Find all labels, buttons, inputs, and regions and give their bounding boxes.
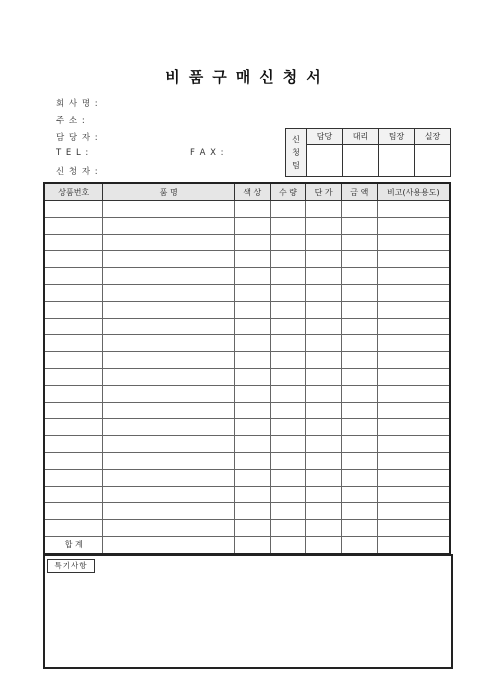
table-cell[interactable] <box>234 385 270 402</box>
table-cell[interactable] <box>270 268 306 285</box>
column-header-unit-price: 단 가 <box>306 183 342 201</box>
table-cell[interactable] <box>103 452 235 469</box>
table-cell[interactable] <box>306 368 342 385</box>
table-cell[interactable] <box>306 352 342 369</box>
table-cell[interactable] <box>270 352 306 369</box>
table-cell[interactable] <box>377 503 450 520</box>
table-cell[interactable] <box>377 217 450 234</box>
table-cell[interactable] <box>44 318 103 335</box>
table-cell[interactable] <box>44 268 103 285</box>
total-cell[interactable] <box>103 536 235 553</box>
table-row <box>44 217 450 234</box>
table-cell[interactable] <box>103 301 235 318</box>
table-cell[interactable] <box>341 352 377 369</box>
applicant-label: 신 청 자 : <box>56 167 99 177</box>
approval-header-team-leader: 팀장 <box>379 129 415 145</box>
table-cell[interactable] <box>234 284 270 301</box>
table-cell[interactable] <box>306 452 342 469</box>
table-cell[interactable] <box>341 234 377 251</box>
notes-box[interactable] <box>43 554 453 669</box>
table-cell[interactable] <box>270 436 306 453</box>
table-row <box>44 368 450 385</box>
table-cell[interactable] <box>270 318 306 335</box>
approval-side-char: 청 <box>292 148 300 157</box>
table-cell[interactable] <box>103 368 235 385</box>
table-cell[interactable] <box>377 335 450 352</box>
table-cell[interactable] <box>234 268 270 285</box>
table-cell[interactable] <box>270 469 306 486</box>
table-cell[interactable] <box>306 201 342 218</box>
table-cell[interactable] <box>103 436 235 453</box>
table-cell[interactable] <box>306 268 342 285</box>
column-header-color: 색 상 <box>234 183 270 201</box>
table-row <box>44 385 450 402</box>
approval-side-char: 팀 <box>292 161 300 170</box>
total-label: 합 계 <box>44 536 103 553</box>
total-cell[interactable] <box>270 536 306 553</box>
table-cell[interactable] <box>103 503 235 520</box>
items-table <box>43 182 451 555</box>
fax-label: F A X : <box>190 148 225 158</box>
table-cell[interactable] <box>377 318 450 335</box>
table-cell[interactable] <box>341 419 377 436</box>
table-cell[interactable] <box>103 201 235 218</box>
approval-header-director: 실장 <box>415 129 451 145</box>
table-cell[interactable] <box>341 301 377 318</box>
table-cell[interactable] <box>341 268 377 285</box>
table-cell[interactable] <box>377 201 450 218</box>
table-row <box>44 301 450 318</box>
table-cell[interactable] <box>44 368 103 385</box>
table-cell[interactable] <box>341 436 377 453</box>
approval-header-staff: 담당 <box>307 129 343 145</box>
table-cell[interactable] <box>234 234 270 251</box>
table-cell[interactable] <box>377 436 450 453</box>
table-cell[interactable] <box>306 503 342 520</box>
table-cell[interactable] <box>103 520 235 537</box>
table-row <box>44 520 450 537</box>
table-cell[interactable] <box>306 436 342 453</box>
table-cell[interactable] <box>103 268 235 285</box>
table-cell[interactable] <box>103 217 235 234</box>
approval-header-assistant-manager: 대리 <box>343 129 379 145</box>
table-cell[interactable] <box>103 402 235 419</box>
table-cell[interactable] <box>103 486 235 503</box>
table-row <box>44 201 450 218</box>
table-cell[interactable] <box>270 503 306 520</box>
table-cell[interactable] <box>270 368 306 385</box>
table-cell[interactable] <box>103 234 235 251</box>
table-cell[interactable] <box>234 452 270 469</box>
column-header-quantity: 수 량 <box>270 183 306 201</box>
table-cell[interactable] <box>44 520 103 537</box>
table-cell[interactable] <box>377 284 450 301</box>
table-cell[interactable] <box>44 385 103 402</box>
total-cell[interactable] <box>234 536 270 553</box>
table-cell[interactable] <box>44 419 103 436</box>
table-cell[interactable] <box>377 452 450 469</box>
table-cell[interactable] <box>44 284 103 301</box>
table-cell[interactable] <box>377 301 450 318</box>
table-cell[interactable] <box>270 217 306 234</box>
table-cell[interactable] <box>44 402 103 419</box>
approval-side-label <box>286 129 307 177</box>
table-cell[interactable] <box>44 352 103 369</box>
table-cell[interactable] <box>377 251 450 268</box>
table-cell[interactable] <box>377 385 450 402</box>
table-row <box>44 268 450 285</box>
table-cell[interactable] <box>306 385 342 402</box>
table-cell[interactable] <box>306 318 342 335</box>
table-cell[interactable] <box>270 452 306 469</box>
table-row <box>44 402 450 419</box>
table-cell[interactable] <box>44 234 103 251</box>
table-cell[interactable] <box>234 402 270 419</box>
table-cell[interactable] <box>234 368 270 385</box>
items-header-row <box>44 183 450 201</box>
table-cell[interactable] <box>306 217 342 234</box>
table-cell[interactable] <box>377 419 450 436</box>
table-cell[interactable] <box>44 436 103 453</box>
total-cell[interactable] <box>377 536 450 553</box>
table-cell[interactable] <box>44 201 103 218</box>
table-cell[interactable] <box>234 520 270 537</box>
table-cell[interactable] <box>341 503 377 520</box>
table-cell[interactable] <box>306 234 342 251</box>
table-cell[interactable] <box>44 503 103 520</box>
table-cell[interactable] <box>44 486 103 503</box>
table-row <box>44 234 450 251</box>
table-cell[interactable] <box>234 251 270 268</box>
tel-label: T E L : <box>56 148 90 158</box>
column-header-product-number: 상품번호 <box>44 183 103 201</box>
table-cell[interactable] <box>44 251 103 268</box>
table-cell[interactable] <box>44 335 103 352</box>
table-cell[interactable] <box>341 284 377 301</box>
table-cell[interactable] <box>341 469 377 486</box>
table-cell[interactable] <box>341 201 377 218</box>
document-title: 비품구매신청서 <box>165 68 330 86</box>
table-cell[interactable] <box>377 368 450 385</box>
table-cell[interactable] <box>341 452 377 469</box>
table-cell[interactable] <box>103 419 235 436</box>
signature-box-staff[interactable] <box>307 145 343 177</box>
table-cell[interactable] <box>341 385 377 402</box>
table-row <box>44 284 450 301</box>
total-row <box>44 536 450 553</box>
table-cell[interactable] <box>103 469 235 486</box>
table-row <box>44 352 450 369</box>
table-row <box>44 335 450 352</box>
table-cell[interactable] <box>306 402 342 419</box>
table-cell[interactable] <box>270 385 306 402</box>
table-cell[interactable] <box>103 385 235 402</box>
table-cell[interactable] <box>341 217 377 234</box>
table-cell[interactable] <box>341 368 377 385</box>
manager-label: 담 당 자 : <box>56 133 99 143</box>
table-cell[interactable] <box>306 520 342 537</box>
table-cell[interactable] <box>270 402 306 419</box>
table-cell[interactable] <box>234 217 270 234</box>
table-cell[interactable] <box>270 419 306 436</box>
table-row <box>44 486 450 503</box>
column-header-remarks: 비고(사용용도) <box>377 183 450 201</box>
table-cell[interactable] <box>234 486 270 503</box>
column-header-amount: 금 액 <box>341 183 377 201</box>
signature-box-team-leader[interactable] <box>379 145 415 177</box>
table-row <box>44 419 450 436</box>
table-cell[interactable] <box>341 402 377 419</box>
table-cell[interactable] <box>234 201 270 218</box>
table-cell[interactable] <box>103 318 235 335</box>
table-row <box>44 452 450 469</box>
table-cell[interactable] <box>270 284 306 301</box>
table-cell[interactable] <box>234 352 270 369</box>
table-cell[interactable] <box>341 251 377 268</box>
table-cell[interactable] <box>270 201 306 218</box>
table-cell[interactable] <box>234 318 270 335</box>
company-label: 회 사 명 : <box>56 99 99 109</box>
column-header-item-name: 품 명 <box>103 183 235 201</box>
table-cell[interactable] <box>234 335 270 352</box>
table-cell[interactable] <box>103 284 235 301</box>
table-cell[interactable] <box>377 402 450 419</box>
table-cell[interactable] <box>377 234 450 251</box>
table-cell[interactable] <box>44 452 103 469</box>
items-body <box>44 201 450 537</box>
table-cell[interactable] <box>103 335 235 352</box>
address-label: 주 소 : <box>56 116 86 126</box>
table-cell[interactable] <box>377 469 450 486</box>
table-cell[interactable] <box>306 251 342 268</box>
notes-label: 특기사항 <box>47 559 95 573</box>
table-row <box>44 469 450 486</box>
table-cell[interactable] <box>44 301 103 318</box>
table-cell[interactable] <box>377 520 450 537</box>
table-cell[interactable] <box>306 486 342 503</box>
total-cell[interactable] <box>306 536 342 553</box>
table-cell[interactable] <box>234 503 270 520</box>
table-row <box>44 503 450 520</box>
table-cell[interactable] <box>103 251 235 268</box>
table-cell[interactable] <box>270 520 306 537</box>
approval-side-char: 신 <box>292 135 300 144</box>
table-cell[interactable] <box>306 335 342 352</box>
table-cell[interactable] <box>103 352 235 369</box>
table-row <box>44 251 450 268</box>
table-cell[interactable] <box>306 419 342 436</box>
table-cell[interactable] <box>234 469 270 486</box>
approval-table <box>285 128 451 177</box>
table-cell[interactable] <box>377 352 450 369</box>
table-cell[interactable] <box>44 469 103 486</box>
table-cell[interactable] <box>234 436 270 453</box>
table-row <box>44 436 450 453</box>
signature-box-assistant-manager[interactable] <box>343 145 379 177</box>
table-cell[interactable] <box>377 486 450 503</box>
table-cell[interactable] <box>306 301 342 318</box>
table-cell[interactable] <box>341 520 377 537</box>
table-cell[interactable] <box>234 419 270 436</box>
table-cell[interactable] <box>306 284 342 301</box>
signature-box-director[interactable] <box>415 145 451 177</box>
table-cell[interactable] <box>270 335 306 352</box>
total-cell[interactable] <box>341 536 377 553</box>
table-cell[interactable] <box>270 301 306 318</box>
table-cell[interactable] <box>234 301 270 318</box>
table-cell[interactable] <box>341 318 377 335</box>
table-cell[interactable] <box>306 469 342 486</box>
table-cell[interactable] <box>341 335 377 352</box>
table-row <box>44 318 450 335</box>
table-cell[interactable] <box>270 486 306 503</box>
table-cell[interactable] <box>44 217 103 234</box>
table-cell[interactable] <box>270 251 306 268</box>
table-cell[interactable] <box>270 234 306 251</box>
table-cell[interactable] <box>341 486 377 503</box>
table-cell[interactable] <box>377 268 450 285</box>
